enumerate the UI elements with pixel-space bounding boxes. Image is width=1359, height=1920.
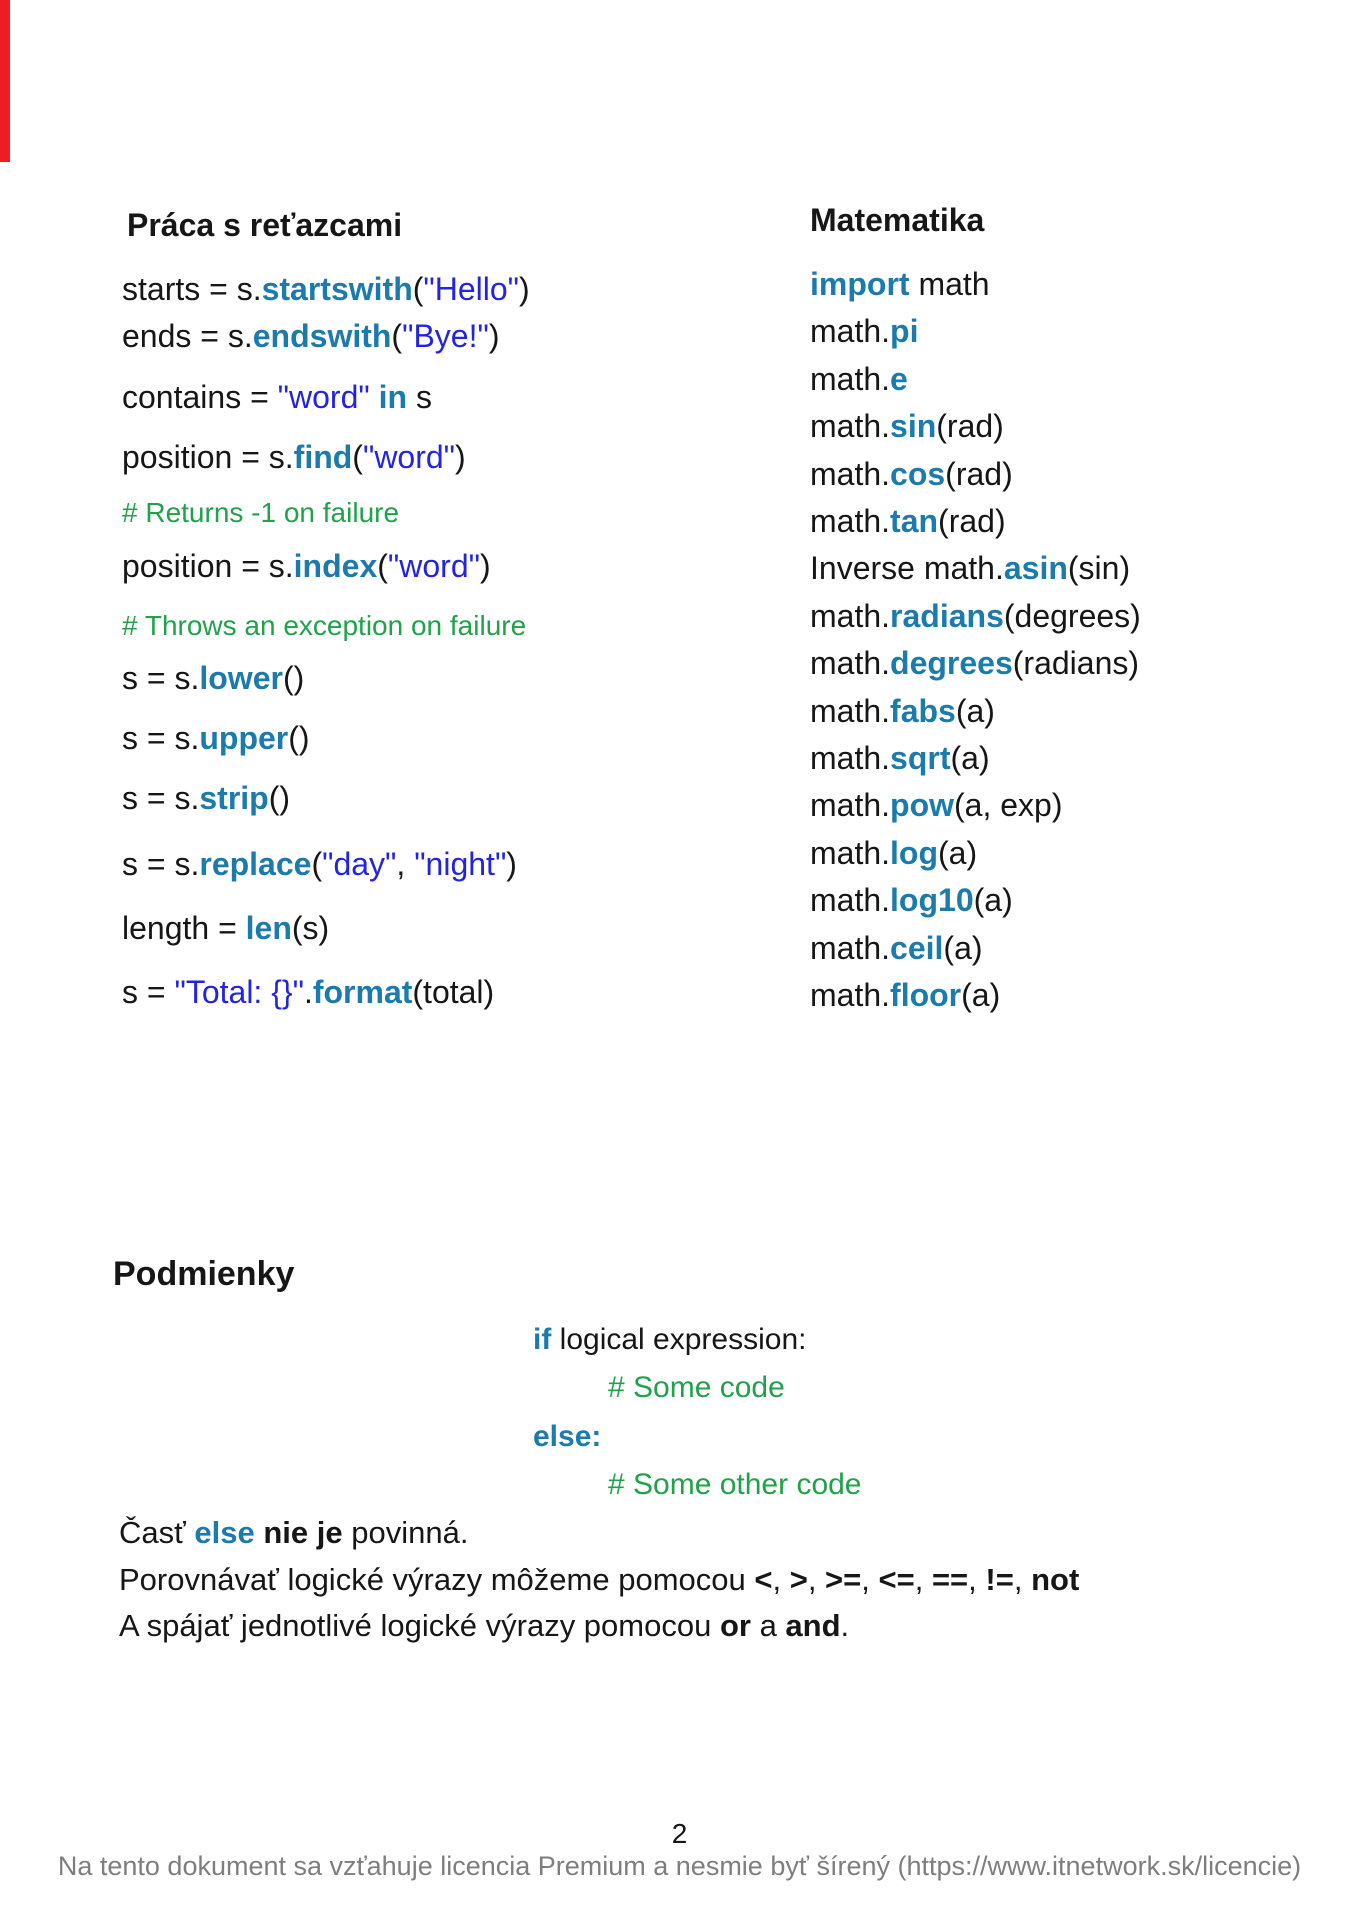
keyword-token: else: — [533, 1420, 602, 1453]
code-line — [810, 356, 1141, 403]
text-token: ) — [488, 318, 500, 354]
text-token: ( — [377, 548, 388, 584]
section-title-strings: Práca s reťazcami — [127, 207, 403, 243]
bold-token: < — [754, 1562, 773, 1597]
code-line — [122, 720, 310, 757]
code-line — [122, 379, 432, 416]
string-token: "word" — [387, 548, 480, 584]
text-token: ends = s. — [122, 318, 253, 354]
string-token: "Hello" — [423, 271, 520, 307]
keyword-token: floor — [890, 977, 962, 1014]
text-token: ) — [506, 846, 517, 882]
text-token: s = s. — [122, 720, 200, 756]
keyword-token: pow — [890, 787, 955, 824]
bold-token: not — [1031, 1562, 1080, 1597]
string-token: "day" — [322, 846, 397, 882]
code-line — [810, 498, 1141, 545]
text-token: math. — [810, 929, 891, 966]
text-token: , — [772, 1562, 790, 1597]
text-token — [370, 379, 379, 415]
paragraph-line — [119, 1608, 849, 1644]
text-token: . — [303, 974, 313, 1010]
text-token: (rad) — [936, 408, 1004, 445]
code-line — [533, 1323, 806, 1357]
code-line — [122, 271, 530, 308]
text-token: math. — [810, 597, 891, 634]
keyword-token: endswith — [252, 318, 392, 354]
text-token: math. — [810, 977, 891, 1014]
comment-line — [608, 1468, 862, 1502]
comment-line — [608, 1371, 785, 1405]
bold-token: <= — [878, 1562, 915, 1597]
code-line — [810, 782, 1141, 829]
code-line — [810, 925, 1141, 972]
text-token: , — [396, 846, 415, 882]
keyword-token: upper — [199, 720, 289, 756]
comment-token: # Throws an exception on failure — [122, 610, 527, 641]
keyword-token: replace — [199, 846, 312, 882]
code-line — [122, 780, 290, 817]
paragraph-line — [119, 1515, 468, 1551]
text-token: () — [268, 780, 291, 816]
string-token: "word" — [277, 379, 370, 415]
text-token: (a) — [943, 929, 983, 966]
text-token: Porovnávať logické výrazy môžeme pomocou — [119, 1562, 755, 1597]
text-token: math. — [810, 503, 891, 540]
keyword-token: in — [378, 379, 408, 415]
code-line — [122, 910, 329, 947]
text-token: , — [1013, 1562, 1032, 1597]
text-token: (a) — [961, 977, 1001, 1014]
keyword-token: sqrt — [890, 740, 951, 777]
text-token: (sin) — [1067, 550, 1131, 587]
text-token: () — [288, 720, 310, 756]
text-token: math. — [810, 692, 891, 729]
text-token: (a) — [938, 834, 978, 871]
text-token: Časť — [119, 1515, 195, 1550]
text-token: math. — [810, 882, 891, 919]
string-token: "night" — [414, 846, 507, 882]
keyword-token: cos — [890, 455, 946, 492]
keyword-token: if — [533, 1323, 552, 1356]
bold-token: nie je — [263, 1515, 343, 1550]
keyword-token: fabs — [890, 692, 956, 729]
page-number: 2 — [671, 1818, 688, 1849]
text-token: a — [750, 1608, 786, 1643]
code-line — [810, 640, 1141, 687]
text-token: (radians) — [1012, 645, 1140, 682]
text-token: , — [861, 1562, 879, 1597]
code-line — [810, 451, 1141, 498]
license-notice: Na tento dokument sa vzťahuje licencia Premium a nesmie byť šírený (https://www.itnetwork.sk/licencie) — [57, 1851, 1302, 1881]
keyword-token: lower — [199, 660, 283, 696]
bold-token: > — [789, 1562, 808, 1597]
code-line — [533, 1420, 601, 1454]
string-token: "Bye!" — [402, 318, 489, 354]
code-line — [810, 735, 1141, 782]
text-token: math. — [810, 740, 891, 777]
text-token: ( — [412, 271, 424, 307]
text-token: ) — [479, 548, 491, 584]
code-line — [122, 318, 499, 355]
text-token: , — [914, 1562, 932, 1597]
text-token: A spájať jednotlivé logické výrazy pomocou — [119, 1608, 720, 1643]
text-token: position = s. — [122, 548, 294, 584]
code-line — [810, 593, 1141, 640]
paragraph-line — [119, 1562, 1079, 1598]
keyword-token: log — [890, 834, 939, 871]
string-token: "word" — [362, 439, 456, 475]
code-line — [810, 830, 1141, 877]
code-line — [122, 660, 304, 697]
text-token: (a, exp) — [954, 787, 1063, 824]
text-token: (rad) — [938, 503, 1006, 540]
text-token: logical expression: — [551, 1323, 807, 1356]
keyword-token: pi — [890, 313, 919, 350]
bold-token: == — [931, 1562, 969, 1597]
comment-token: # Returns -1 on failure — [122, 497, 400, 528]
text-token: math. — [810, 787, 891, 824]
string-token: "Total: {}" — [174, 974, 304, 1010]
text-token: (s) — [291, 910, 330, 946]
text-token: s = s. — [122, 660, 200, 696]
math-code-block — [810, 261, 1141, 1020]
keyword-token: degrees — [890, 645, 1013, 682]
bold-token: and — [785, 1608, 841, 1643]
keyword-token: asin — [1003, 550, 1068, 587]
text-token: math. — [810, 834, 891, 871]
text-token: ( — [391, 318, 403, 354]
code-line — [122, 974, 494, 1011]
code-line — [810, 545, 1141, 592]
text-token: ( — [311, 846, 323, 882]
keyword-token: e — [890, 360, 908, 397]
code-line — [810, 972, 1141, 1019]
text-token: . — [840, 1608, 850, 1643]
section-title-math: Matematika — [810, 202, 985, 238]
text-token: position = s. — [122, 439, 294, 475]
text-token: , — [807, 1562, 826, 1597]
bold-token: != — [985, 1562, 1014, 1597]
code-line — [122, 846, 517, 883]
red-accent-bar — [0, 0, 10, 162]
code-line — [810, 688, 1141, 735]
text-token: (a) — [955, 692, 995, 729]
keyword-token: log10 — [890, 882, 974, 919]
code-line — [810, 261, 1141, 308]
code-line — [810, 403, 1141, 450]
keyword-token: find — [293, 439, 353, 475]
text-token: length = — [122, 910, 246, 946]
text-token: math. — [810, 360, 891, 397]
comment-line — [122, 497, 399, 529]
comment-token: # Some other code — [608, 1468, 862, 1501]
text-token: povinná. — [342, 1515, 469, 1550]
code-line — [122, 548, 491, 585]
keyword-token: startswith — [261, 271, 413, 307]
code-line — [810, 877, 1141, 924]
keyword-token: index — [293, 548, 378, 584]
text-token: (total) — [412, 974, 495, 1010]
text-token: math. — [810, 455, 891, 492]
text-token: s = s. — [122, 846, 200, 882]
text-token: ( — [352, 439, 363, 475]
keyword-token: strip — [199, 780, 269, 816]
text-token: (rad) — [945, 455, 1013, 492]
text-token: (a) — [950, 740, 990, 777]
text-token: Inverse math. — [810, 550, 1004, 587]
text-token: ) — [519, 271, 530, 307]
keyword-token: tan — [890, 503, 939, 540]
text-token: s — [407, 379, 432, 415]
text-token: s = — [122, 974, 175, 1010]
text-token: math. — [810, 313, 891, 350]
text-token: () — [282, 660, 305, 696]
text-token: (degrees) — [1003, 597, 1141, 634]
text-token: math — [909, 266, 990, 302]
keyword-token: ceil — [890, 929, 944, 966]
keyword-token: format — [312, 974, 413, 1010]
bold-token: >= — [825, 1562, 862, 1597]
code-line — [810, 308, 1141, 355]
text-token: (a) — [973, 882, 1013, 919]
text-token: ) — [455, 439, 466, 475]
section-title-conditions: Podmienky — [113, 1255, 295, 1293]
keyword-token: len — [245, 910, 292, 946]
text-token: , — [968, 1562, 986, 1597]
keyword-token: else — [194, 1515, 255, 1550]
keyword-token: sin — [890, 408, 937, 445]
text-token: s = s. — [122, 780, 200, 816]
code-line — [122, 439, 466, 476]
keyword-token: radians — [890, 597, 1004, 634]
text-token: math. — [810, 645, 891, 682]
comment-line — [122, 610, 526, 642]
text-token: contains = — [122, 379, 278, 415]
bold-token: or — [719, 1608, 751, 1643]
keyword-token: import — [810, 266, 910, 302]
text-token: starts = s. — [122, 271, 262, 307]
comment-token: # Some code — [608, 1371, 785, 1404]
text-token: math. — [810, 408, 891, 445]
